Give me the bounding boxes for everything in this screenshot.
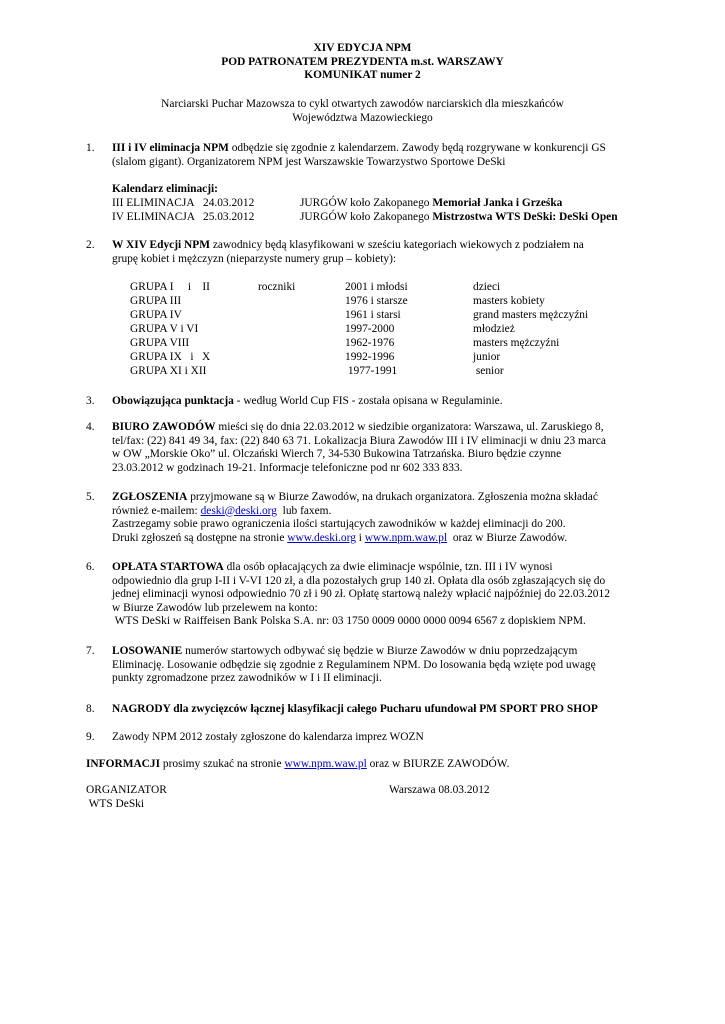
- item-4-heading: BIURO ZAWODÓW: [112, 421, 216, 433]
- item-8-heading: NAGRODY dla zwycięzców łącznej klasyfikacji całego Pucharu ufundował PM SPORT PRO SHOP: [112, 703, 598, 715]
- group-category: dzieci: [473, 281, 501, 293]
- info-text: prosimy szukać na stronie: [160, 758, 285, 770]
- item-5-text-4b: i: [355, 531, 365, 544]
- item-8: [86, 703, 646, 717]
- item-5-text: przyjmowane są w Biurze Zawodów, na drukach organizatora. Zgłoszenia można składać: [187, 491, 598, 503]
- item-6-text: dla osób opłacających za dwie eliminacje wspólnie, tzn. III i IV wynosi: [223, 561, 553, 573]
- organizer-label: ORGANIZATOR: [86, 784, 167, 796]
- group-category: młodzież: [473, 323, 515, 335]
- item-6-text-2: odpowiednio dla grup I-II i V-VI 120 zł, a dla pozostałych grup 140 zł. Opłata dla osób zgłaszających się do: [112, 574, 606, 587]
- item-1-text-2: (slalom gigant). Organizatorem NPM jest Warszawskie Towarzystwo Sportowe DeSki: [112, 155, 506, 168]
- group-row: [130, 323, 650, 337]
- item-5-text-4: Druki zgłoszeń są dostępne na stronie: [112, 531, 288, 544]
- item-2-text-2: grupę kobiet i mężczyzn (nieparzyste numery grup – kobiety):: [112, 252, 397, 265]
- group-name: GRUPA IX i X: [130, 351, 211, 363]
- item-7: [86, 645, 646, 686]
- age-groups-table: [130, 281, 650, 379]
- group-name: GRUPA IV: [130, 309, 182, 321]
- group-name: GRUPA III: [130, 295, 182, 307]
- item-2-text: zawodnicy będą klasyfikowani w sześciu kategoriach wiekowych z podziałem na: [209, 239, 584, 251]
- calendar-row: [112, 211, 672, 225]
- item-6-text-3: jednej eliminacji wynosi odpowiednio 70 zł i 90 zł. Opłatę startową należy wpłacić najpóźniej do 22.03.2012: [112, 588, 610, 601]
- item-1-text: odbędzie się zgodnie z kalendarzem. Zawody będą rozgrywane w konkurencji GS: [228, 142, 606, 154]
- calendar-place: JURGÓW koło Zakopanego: [300, 211, 433, 223]
- group-row: [130, 365, 650, 379]
- item-5-text-3: Zastrzegamy sobie prawo ograniczenia ilości startujących zawodników w każdej eliminacji do 200.: [112, 518, 566, 531]
- calendar-section: [112, 183, 672, 225]
- group-years: 2001 i młodsi: [345, 281, 408, 293]
- item-7-text-2: Eliminację. Losowanie odbędzie się zgodnie z Regulaminem NPM. Do losowania będą wzięte pod uwagę: [112, 658, 596, 671]
- item-4-text: mieści się do dnia 22.03.2012 w siedzibie organizatora: Warszawa, ul. Zaruskiego 8,: [215, 421, 604, 433]
- item-2-heading: W XIV Edycji NPM: [112, 239, 210, 251]
- group-category: masters mężczyźni: [473, 337, 560, 349]
- header-communique: KOMUNIKAT numer 2: [304, 69, 421, 82]
- item-3-heading: Obowiązująca punktacja: [112, 395, 234, 407]
- group-row: [130, 295, 650, 309]
- place-date: Warszawa 08.03.2012: [389, 784, 490, 796]
- item-7-heading: LOSOWANIE: [112, 645, 183, 657]
- group-row: [130, 309, 650, 323]
- calendar-elimination: IV ELIMINACJA: [112, 211, 195, 223]
- group-years: 1976 i starsze: [345, 295, 408, 307]
- item-number: 1.: [86, 142, 95, 154]
- item-4-text-2: tel/fax: (22) 841 49 34, fax: (22) 840 63 71. Lokalizacja Biura Zawodów III i IV eliminacji w dniu 23 marca: [112, 434, 606, 447]
- group-category: senior: [473, 365, 504, 377]
- calendar-elimination: III ELIMINACJA: [112, 197, 195, 209]
- item-3-text: - według World Cup FIS - została opisana w Regulaminie.: [233, 395, 503, 407]
- group-category: grand masters mężczyźni: [473, 309, 589, 321]
- group-years: 1992-1996: [345, 351, 395, 363]
- group-years: 1961 i starsi: [345, 309, 401, 321]
- group-years: 1977-1991: [345, 365, 398, 377]
- item-number: 4.: [86, 421, 95, 433]
- item-7-text: numerów startowych odbywać się będzie w Biurze Zawodów w dniu poprzedzającym: [182, 645, 578, 657]
- group-row: [130, 351, 650, 365]
- deski-link[interactable]: www.deski.org: [287, 531, 356, 544]
- group-name: GRUPA VIII: [130, 337, 190, 349]
- item-9: [86, 731, 646, 745]
- item-5: [86, 491, 646, 545]
- item-6-text-4: w Biurze Zawodów lub przelewem na konto:: [112, 601, 318, 614]
- header-patronage: POD PATRONATEM PREZYDENTA m.st. WARSZAWY: [221, 55, 504, 68]
- item-6-heading: OPŁATA STARTOWA: [112, 561, 224, 573]
- item-number: 9.: [86, 731, 95, 743]
- item-9-text: Zawody NPM 2012 zostały zgłoszone do kalendarza imprez WOZN: [112, 731, 424, 743]
- group-years: 1962-1976: [345, 337, 395, 349]
- calendar-row: [112, 197, 672, 211]
- item-number: 6.: [86, 561, 95, 573]
- intro-line-1: Narciarski Puchar Mazowsza to cykl otwartych zawodów narciarskich dla mieszkańców: [161, 98, 564, 110]
- group-extra: roczniki: [258, 281, 296, 293]
- item-6-text-5: WTS DeSki w Raiffeisen Bank Polska S.A. nr: 03 1750 0009 0000 0000 0094 6567 z dopiskiem NPM.: [112, 615, 586, 628]
- item-5-heading: ZGŁOSZENIA: [112, 491, 188, 503]
- item-number: 5.: [86, 491, 95, 503]
- organizer-name: WTS DeSki: [86, 798, 145, 810]
- group-name: GRUPA I i II: [130, 281, 210, 293]
- intro-line-2: Województwa Mazowieckiego: [292, 111, 433, 124]
- calendar-event: Memoriał Janka i Grześka: [432, 197, 563, 209]
- item-number: 7.: [86, 645, 95, 657]
- item-number: 3.: [86, 395, 95, 407]
- calendar-date: 25.03.2012: [203, 211, 255, 223]
- item-4: [86, 421, 646, 475]
- group-row: [130, 281, 650, 295]
- info-heading: INFORMACJI: [86, 758, 161, 770]
- group-years: 1997-2000: [345, 323, 395, 335]
- document-header: [0, 42, 725, 83]
- calendar-place: JURGÓW koło Zakopanego: [300, 197, 433, 209]
- item-7-text-3: punkty zgromadzone przez zawodników w I i II eliminacji.: [112, 672, 382, 685]
- footer: [86, 784, 646, 812]
- npm-info-link[interactable]: www.npm.waw.pl: [284, 758, 367, 770]
- email-link[interactable]: deski@deski.org: [200, 504, 277, 517]
- calendar-event: Mistrzostwa WTS DeSki: DeSki Open: [432, 211, 618, 223]
- group-name: GRUPA XI i XII: [130, 365, 207, 377]
- item-number: 2.: [86, 239, 95, 251]
- npm-link[interactable]: www.npm.waw.pl: [364, 531, 448, 544]
- group-category: masters kobiety: [473, 295, 545, 307]
- group-name: GRUPA V i VI: [130, 323, 199, 335]
- calendar-date: 24.03.2012: [203, 197, 255, 209]
- item-4-text-3: w OW „Morskie Oko” ul. Olczański Wierch 7, 34-530 Bukowina Tatrzańska. Biuro będzie czynne: [112, 448, 562, 461]
- info-text-2: oraz w BIURZE ZAWODÓW.: [366, 758, 510, 770]
- item-3: [86, 395, 646, 409]
- item-5-text-2: również e-mailem:: [112, 504, 201, 517]
- calendar-title: Kalendarz eliminacji:: [112, 183, 218, 195]
- item-4-text-4: 23.03.2012 w godzinach 19-21. Informacje telefoniczne pod nr 602 333 833.: [112, 461, 463, 474]
- item-1-heading: III i IV eliminacja NPM: [112, 142, 229, 154]
- item-number: 8.: [86, 703, 95, 715]
- item-6: [86, 561, 646, 629]
- item-2: [86, 239, 646, 266]
- item-1: [86, 142, 646, 169]
- item-5-text-2b: lub faxem.: [276, 504, 332, 517]
- group-category: junior: [473, 351, 501, 363]
- group-row: [130, 337, 650, 351]
- header-edition: XIV EDYCJA NPM: [313, 42, 412, 54]
- item-5-text-4c: oraz w Biurze Zawodów.: [447, 531, 568, 544]
- info-line: [86, 758, 646, 772]
- intro-paragraph: [0, 98, 725, 125]
